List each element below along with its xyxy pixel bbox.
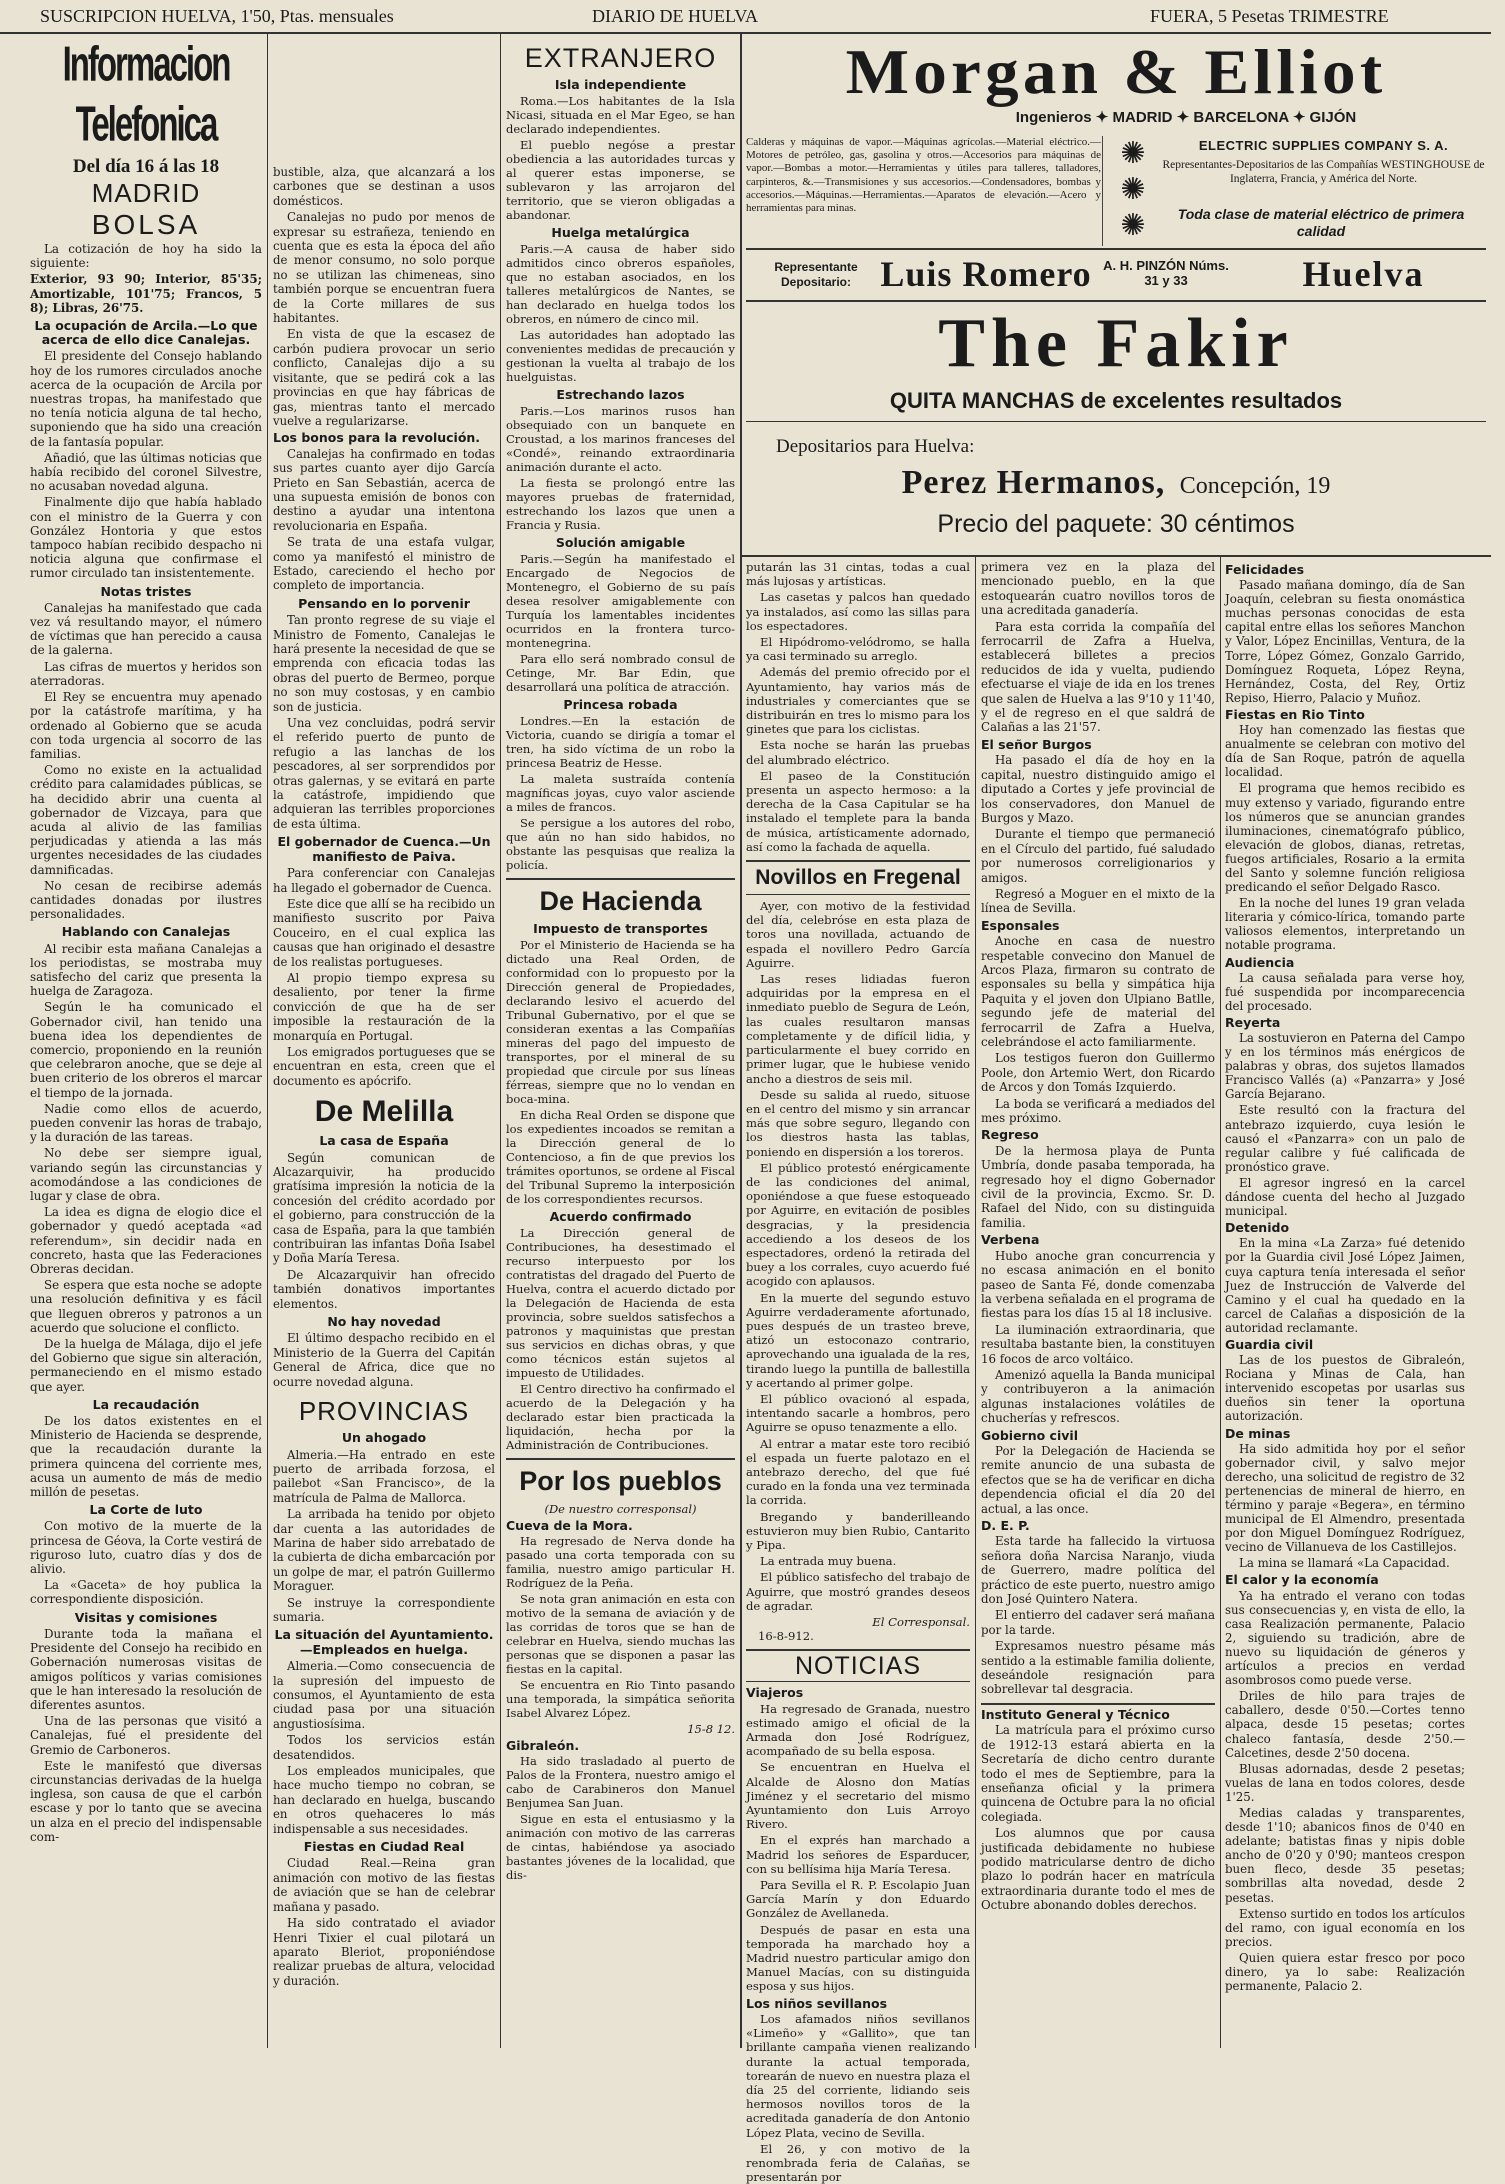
- paragraph: Ya ha entrado el verano con todas sus consecuencias y, en vista de ello, la casa Realización permanente, Palacio 2, siguiendo su tradición, abre de nuevo su liquidación de géneros y artículos a precios en verdad asombrosos como puede verse.: [1225, 1588, 1465, 1688]
- paragraph: Una de las personas que visitó a Canalejas, fué el presidente del Gremio de Carboneros.: [30, 1714, 262, 1757]
- paragraph: Por la Delegación de Hacienda se remite anuncio de una subasta de efectos que se ha de verificar en dicha dependencia oficial el día 20 del actual, a las once.: [981, 1443, 1215, 1516]
- paragraph: El programa que hemos recibido es muy extenso y variado, figurando entre los números que se anuncian grandes iluminaciones, cinematógrafo público, elevación de globos, dianas, retretas, fuegos artificiales, Rosario a la ermita del Santo y solemne función religiosa predicando el señor Delgado Rasco.: [1225, 781, 1465, 895]
- paragraph: La maleta sustraída contenía magníficas joyas, cuyo valor asciende a miles de francos.: [506, 772, 735, 814]
- paragraph: Medias caladas y transparentes, desde 1'10; abanicos finos de 0'40 en adelante; batistas finas y nipis doble ancho de 0'20 y 0'90; manteos crespon buen fleco, desde 35 pesetas; sombrillas alta novedad, desde 2 pesetas.: [1225, 1805, 1465, 1905]
- paragraph: La arribada ha tenido por objeto dar cuenta a las autoridades de Marina de haber sido arrebatado de la cubierta de dicha embarcación por un golpe de mar, el patrón Guillermo Moraguer.: [273, 1507, 495, 1594]
- electric-supplies-title: ELECTRIC SUPPLIES COMPANY S. A.: [1198, 138, 1449, 153]
- paragraph: El último despacho recibido en el Ministerio de la Guerra del Capitán General de Africa, dice que no ocurre novedad alguna.: [273, 1331, 495, 1389]
- subheading: Solución amigable: [555, 535, 686, 550]
- paragraph: La mina se llamará «La Capacidad.: [1239, 1556, 1450, 1571]
- subheading: Instituto General y Técnico: [981, 1703, 1215, 1722]
- paragraph: El Rey se encuentra muy apenado por la catástrofe marítima, y ha ordenado al Gobierno que se acuda con toda urgencia al socorro de las familias.: [30, 690, 262, 761]
- subheading: Un ahogado: [341, 1430, 427, 1446]
- paragraph: Los empleados municipales, que hace mucho tiempo no cobran, se han declarado en huelga, buscando en otros quehaceres lo más indispensable a sus necesidades.: [273, 1764, 495, 1836]
- subscription-outside: FUERA, 5 Pesetas TRIMESTRE: [1150, 6, 1389, 26]
- paragraph: Anoche en casa de nuestro respetable convecino don Manuel de Arcos Plaza, firmaron su contrato de esponsales su bella y simpática hija Paquita y el joven don Ulpiano Batlle, segundo jefe de material del ferrocarril de Zafra a Huelva, celebrándose el acto familiarmente.: [981, 934, 1215, 1049]
- section-title: De Hacienda: [506, 878, 735, 918]
- paragraph: De Alcazarquivir han ofrecido también donativos importantes elementos.: [273, 1267, 495, 1311]
- paragraph: Los alumnos que por causa justificada debidamente no hubiese podido matricularse dentro de dicho plazo lo podrán hacer en matrícula extraordinaria durante todo el mes de Octubre abonando dobles derechos.: [981, 1826, 1215, 1913]
- paragraph: En dicha Real Orden se dispone que los expedientes incoados se remitan a la Dirección general de lo Contencioso, a fin de que previos los trámites oportunos, se ordene al Fiscal del Tribunal Supremo la interposición de los correspondientes recursos.: [506, 1108, 735, 1206]
- subheading: La ocupación de Arcila.—Lo que acerca de ello dice Canalejas.: [34, 318, 258, 348]
- paragraph: El Centro directivo ha confirmado el acuerdo de la Delegación y ha declarado estar bien practicada la liquidación, hecha por la Administración de Contribuciones.: [506, 1382, 735, 1452]
- paragraph: Para conferenciar con Canalejas ha llegado el gobernador de Cuenca.: [273, 866, 495, 895]
- dealer-address: Concepción, 19: [1179, 473, 1331, 499]
- paragraph: Este dice que allí se ha recibido un manifiesto suscrito por Paiva Couceiro, en el cual explica las causas que han originado el desastre de los realistas portugueses.: [273, 896, 495, 969]
- paragraph: El entierro del cadaver será mañana por la tarde.: [981, 1608, 1215, 1637]
- paragraph: No cesan de recibirse además cantidades donadas por ilustres personalidades.: [30, 878, 262, 922]
- dateline: Del día 16 á las 18: [72, 156, 220, 177]
- paragraph: Ha sido admitida hoy por el señor gobernador civil, y salvo mejor derecho, una solicitud de registro de 32 pertenencias de mineral de hierro, en término y paraje «Begera», en término municipal de El Almendro, presentada por don Miguel Domínguez Rodríguez, vecino de Villanueva de los Castillejos.: [1225, 1441, 1465, 1555]
- paragraph: Hoy han comenzado las fiestas que anualmente se celebran con motivo del día de San Roque, patrón de aquella localidad.: [1225, 723, 1465, 780]
- bolsa-heading: BOLSA: [91, 209, 201, 240]
- morgan-elliot-logo: Morgan & Elliot: [845, 36, 1387, 107]
- paragraph: El público ovacionó al espada, intentando sacarle a hombros, pero Aguirre se opuso tenazmente a ello.: [746, 1391, 970, 1435]
- paragraph: primera vez en la plaza del mencionado pueblo, en la que estoquearán cuatro novillos toros de una acreditada ganadería.: [981, 560, 1215, 618]
- subheading: Los niños sevillanos: [746, 1995, 888, 2011]
- paragraph: Los testigos fueron don Guillermo Poole, don Artemio Wert, don Ricardo de Arcos y don Tomás Izquierdo.: [981, 1051, 1215, 1095]
- subheading: D. E. P.: [981, 1518, 1030, 1533]
- paragraph: Tan pronto regrese de su viaje el Ministro de Fomento, Canalejas le hará presente la necesidad de que se emprenda con eficacia todas las obras del puerto de Bermeo, porque no son muy costosas, y en cambio son de justicia.: [273, 613, 495, 714]
- paragraph: Al recibir esta mañana Canalejas a los periodistas, se mostraba muy satisfecho del cariz que presenta la huelga de Zaragoza.: [30, 941, 262, 999]
- paragraph: Se persigue a los autores del robo, que aún no han sido habidos, no obstante las pesquisas que realiza la policía.: [506, 816, 735, 872]
- column-5: [981, 560, 1215, 2045]
- paragraph: Londres.—En la estación de Victoria, cuando se dirigía a tomar el tren, ha sido víctima de un robo la princesa Beatriz de Hesse.: [506, 714, 735, 770]
- subheading: Impuesto de transportes: [533, 921, 708, 936]
- column-rule: [1220, 555, 1221, 2048]
- subheading: Los bonos para la revolución.: [273, 430, 481, 446]
- column-rule: [975, 555, 976, 2048]
- sunburst-icon: ✺: [1120, 137, 1146, 170]
- paragraph: Ha pasado el día de hoy en la capital, nuestro distinguido amigo el diputado a Cortes y jefe provincial de los conservadores, don Manuel de Burgos y Mazo.: [981, 753, 1215, 825]
- subheading: Isla independiente: [554, 77, 687, 92]
- paragraph: El paseo de la Constitución presenta un aspecto hermoso: a la derecha de la Casa Capitular se ha instalado el templete para la banda de música, artísticamente adornado, así como la fachada de aquella.: [746, 768, 970, 854]
- subheading: Reyerta: [1225, 1014, 1281, 1030]
- paragraph: Las reses lidiadas fueron adquiridas por la empresa en el inmediato pueblo de Segura de León, las cuales resultaron mansas completamente y de difícil lidia, y particularmente el buey corrido en primer lugar, que le hubiese venido ancho a diestros de seis mil.: [746, 972, 970, 1086]
- newspaper-name: DIARIO DE HUELVA: [592, 6, 758, 26]
- paragraph: Sigue en esta el entusiasmo y la animación con motivo de las carreras de cintas, habiéndose ya asociado bastantes jóvenes de la localidad, que dis-: [506, 1812, 735, 1882]
- paragraph: Almeria.—Como consecuencia de la supresión del impuesto de consumos, el Ayuntamiento de esta ciudad pasa por una situación angustiosísima.: [273, 1659, 495, 1731]
- paragraph: Se espera que esta noche se adopte una resolución definitiva y es fácil que lleguen obreros y patronos a un acuerdo que solucione el conflicto.: [30, 1278, 262, 1335]
- paragraph: Driles de hilo para trajes de caballero, desde 0'50.—Cortes tenno alpaca, desde 15 pesetas; cortes chaleco fantasía, desde 2'50.—Calcetines, desde 2'50 docena.: [1225, 1689, 1465, 1760]
- paragraph: Bregando y banderilleando estuvieron muy bien Rubio, Cantarito y Pipa.: [746, 1509, 970, 1552]
- paragraph: Expresamos nuestro pésame más sentido a la estimable familia doliente, deseándole resignación para sobrellevar tal desgracia.: [981, 1639, 1215, 1697]
- electric-icons: [1108, 136, 1158, 246]
- section-title: PROVINCIAS: [298, 1396, 470, 1427]
- paragraph: Por el Ministerio de Hacienda se ha dictado una Real Orden, de conformidad con lo propuesto por la Dirección general de Propiedades, declarando lesivo el acuerdo del Tribunal Gubernativo, por el que se consideran exentas a las Compañías mineras del pago del impuesto de transportes, por el mineral de su propiedad que circule por sus líneas férreas, siempre que no lo vendan en boca-mina.: [506, 938, 735, 1106]
- dealer-name: Perez Hermanos,: [901, 464, 1166, 501]
- paragraph: Regresó a Moguer en el mixto de la línea de Sevilla.: [981, 886, 1215, 916]
- paragraph: Durante toda la mañana el Presidente del Consejo ha recibido en Gobernación numerosas visitas de amigos políticos y varias comisiones que le han interesado la resolución de diferentes asuntos.: [30, 1626, 262, 1712]
- column-rule: [740, 34, 742, 2048]
- paragraph: Ha regresado de Nerva donde ha pasado una corta temporada con su familia, nuestro amigo particular H. Rodríguez de la Peña.: [506, 1534, 735, 1590]
- subheading: Esponsales: [981, 917, 1060, 933]
- paragraph: La fiesta se prolongó entre las mayores pruebas de fraternidad, estrechando los lazos que unen a Francia y Rusia.: [506, 476, 735, 532]
- subheading: No hay novedad: [327, 1314, 441, 1330]
- subheading: Verbena: [981, 1232, 1040, 1248]
- subheading: Guardia civil: [1225, 1336, 1314, 1352]
- paragraph: Canalejas no pudo por menos de expresar su estrañeza, teniendo en cuenta que es esta la época del año de menor consumo, no solo porque no se utilizan las chimeneas, sino también porque se encuentran fuera de la Corte millares de sus habitantes.: [273, 210, 495, 326]
- column-1: [30, 35, 262, 2045]
- masthead-bar: [0, 0, 1491, 34]
- paragraph: Ha regresado de Granada, nuestro estimado amigo el oficial de la Armada don José Rodríguez, acompañado de su bella esposa.: [746, 1701, 970, 1759]
- subheading: La casa de España: [319, 1133, 449, 1149]
- paragraph: El 26, y con motivo de la renombrada feria de Calañas, se presentarán por: [746, 2141, 970, 2184]
- paragraph: Ha sido trasladado al puerto de Palos de la Frontera, nuestro amigo el cabo de Carabineros don Manuel Benjumea San Juan.: [506, 1754, 735, 1810]
- the-fakir-dealer: [746, 462, 1486, 507]
- the-fakir-price: Precio del paquete: 30 céntimos: [937, 510, 1295, 538]
- paragraph: Después de pasar en esta una temporada ha marchado hoy a Madrid nuestro particular amigo don Manuel Macías, con su distinguida esposa y sus hijos.: [746, 1922, 970, 1994]
- paragraph: Pasado mañana domingo, día de San Joaquín, celebran su fiesta onomástica muchas personas conocidas de esta capital entre ellas los señores Manchon y Valor, López Encinillas, Ventura, de la Torre, López Gómez, Gonzalo Garrido, Domínguez Roqueta, López Reyna, Hernández, Costa, del Rey, Ortiz Repiso, Hierro, Palacio y Muñoz.: [1225, 578, 1465, 705]
- paragraph: La iluminación extraordinaria, que resultaba bastante bien, la constituyen 16 focos de arco voltáico.: [981, 1322, 1215, 1366]
- paragraph: Todos los servicios están desatendidos.: [273, 1733, 495, 1762]
- subheading: Detenido: [1225, 1220, 1290, 1236]
- subheading: Fiestas en Ciudad Real: [303, 1839, 465, 1855]
- electric-supplies-body: Representantes-Depositarios de las Compañías WESTINGHOUSE de Inglaterra, Francia, y América del Norte.: [1162, 159, 1485, 185]
- ad-rule: [746, 300, 1486, 302]
- column-rule: [500, 34, 501, 2048]
- paragraph: Las de los puestos de Gibraleón, Rociana y Minas de Cala, han intervenido escopetas por usarlas sus dueños sin tener la oportuna autorización.: [1225, 1353, 1465, 1424]
- subheading: La situación del Ayuntamiento.—Empleados en huelga.: [274, 1627, 494, 1657]
- paragraph: Extenso surtido en todos los artículos del ramo, con igual economía en los precios.: [1225, 1906, 1465, 1949]
- subheading: Estrechando lazos: [556, 387, 685, 402]
- subheading: Pensando en lo porvenir: [298, 595, 470, 611]
- paragraph: putarán las 31 cintas, todas a cual más lujosas y artísticas.: [746, 560, 970, 589]
- paragraph: Esta noche se harán las pruebas del alumbrado eléctrico.: [746, 738, 970, 767]
- paragraph: La «Gaceta» de hoy publica la correspondiente disposición.: [30, 1578, 262, 1607]
- subheading: El calor y la economía: [1225, 1572, 1379, 1588]
- date-line: 15-8 12.: [687, 1722, 735, 1736]
- the-fakir-depositaries: Depositarios para Huelva:: [776, 436, 975, 457]
- morgan-elliot-cities: Ingenieros ✦ MADRID ✦ BARCELONA ✦ GIJÓN: [1015, 109, 1357, 126]
- subheading: Felicidades: [1225, 562, 1305, 577]
- subheading: Regreso: [981, 1127, 1039, 1143]
- subheading: Fiestas en Rio Tinto: [1225, 706, 1365, 722]
- the-fakir-logo: The Fakir: [938, 305, 1294, 382]
- paragraph: Amenizó aquella la Banda municipal y contribuyeron a la animación algunas instalaciones volátiles de chucherías y refrescos.: [981, 1367, 1215, 1426]
- paragraph: Las casetas y palcos han quedado ya instalados, así como las sillas para los espectadores.: [746, 590, 970, 633]
- paragraph: Añadió, que las últimas noticias que había recibido del coronel Silvestre, no acusaban novedad alguna.: [30, 450, 262, 494]
- paragraph: La sostuvieron en Paterna del Campo y en los términos más enérgicos de palabras y obras, dos sujetos llamados Francisco Vallés (a) «Panzarra» y José García Bejarano.: [1225, 1031, 1465, 1102]
- signature: El Corresponsal.: [872, 1615, 970, 1630]
- paragraph: Almeria.—Ha entrado en este puerto de arribada forzosa, el pailebot «San Francisco», de la matrícula de Palma de Mallorca.: [273, 1447, 495, 1505]
- paragraph: La entrada muy buena.: [760, 1554, 897, 1569]
- subheading: Audiencia: [1225, 954, 1295, 970]
- subheading: De minas: [1225, 1425, 1291, 1441]
- paragraph: Canalejas ha confirmado en todas sus partes cuanto ayer dijo García Prieto en San Sebastián, acerca de una supuesta emisión de bonos con destino a ayudar una intentona revolucionaria en España.: [273, 446, 495, 533]
- paragraph: La cotización de hoy ha sido la siguiente:: [30, 242, 262, 271]
- paragraph: Este le manifestó que diversas circunstancias derivadas de la huelga inglesa, son causa de que el carbón escase y por lo tanto que se avecina un alza en el precio del indispensable com-: [30, 1758, 262, 1844]
- date-line: 16-8-912.: [758, 1629, 814, 1644]
- representative-name: Luis Romero: [880, 254, 1092, 294]
- subheading: Princesa robada: [563, 697, 678, 712]
- column-2: [273, 165, 495, 2045]
- paragraph: Como no existe en la actualidad crédito para calamidades públicas, se ha decidido abrir una cuenta al gobernador de Vizcaya, para que acuda al alivio de las familias perjudicadas y atienda a las más urgentes necesidades de las ciudades damnificadas.: [30, 763, 262, 877]
- electric-supplies-tagline: Toda clase de material eléctrico de primera calidad: [1177, 206, 1465, 239]
- section-title: De Melilla: [314, 1095, 454, 1129]
- paragraph: Roma.—Los habitantes de la Isla Nicasi, situada en el Mar Egeo, se han declarado independientes.: [506, 94, 735, 136]
- paragraph: Ayer, con motivo de la festividad del día, celebróse en esta plaza de toros una novillada, actuando de espada el novillero Pedro García Aguirre.: [746, 899, 970, 970]
- paragraph: Nadie como ellos de acuerdo, pueden convenir las horas de trabajo, y la duración de las tareas.: [30, 1101, 262, 1145]
- paragraph: Las autoridades han adoptado las convenientes medidas de precaución y gestionan la vuelta al trabajo de los huelguistas.: [506, 328, 735, 384]
- paragraph: Al propio tiempo expresa su desaliento, por tener la firme convicción de que ha de ser imposible la restauración de la monarquía en Portugal.: [273, 970, 495, 1043]
- paragraph: Para esta corrida la compañía del ferrocarril de Zafra a Huelva, establecerá billetes a precios reducidos de ida y vuelta, pudiendo efectuarse el viaje de ida en los trenes que salen de Huelva a las 9'10 y 11'40, y el de regreso en el que saldrá de Calañas a las 21'57.: [981, 619, 1215, 735]
- subheading: Gibraleón.: [506, 1738, 580, 1753]
- paragraph: En la muerte del segundo estuvo Aguirre verdaderamente afortunado, pues después de un trasteo breve, atizó un estoconazo contrario, aprovechando una igualada de la res, tirando luego la puntilla de ballestilla y acertando al primer golpe.: [746, 1290, 970, 1390]
- paragraph: bustible, alza, que alcanzará a los carbones que se destinan a usos domésticos.: [273, 165, 495, 208]
- column-6: [1225, 560, 1465, 2045]
- section-title: NOTICIAS: [746, 1649, 970, 1682]
- paragraph: De la hermosa playa de Punta Umbría, donde pasaba temporada, ha regresado hoy el digno Gobernador civil de la provincia, Excmo. Sr. D. Rafael del Nido, con su distinguida familia.: [981, 1143, 1215, 1230]
- paragraph: Quien quiera estar fresco por poco dinero, ya lo sabe: Realización permanente, Palacio 2.: [1225, 1950, 1465, 1994]
- ad-divider: [1102, 136, 1103, 246]
- sunburst-icon: ✺: [1120, 173, 1146, 206]
- column-rule: [267, 34, 268, 2048]
- paragraph: El público protestó enérgicamente de las condiciones del animal, oponiéndose a que fuese estoqueado por Aguirre, en evitación de posibles desgracias, y la presidencia accediendo a los deseos de los espectadores, ordenó la retirada del buey a los corrales, cuyo acuerdo fué acogido con aplausos.: [746, 1160, 970, 1289]
- byline: (De nuestro corresponsal): [544, 1502, 697, 1516]
- ad-rule: [746, 421, 1486, 422]
- paragraph: Paris.—Los marinos rusos han obsequiado con un banquete en Croustad, a los marinos franceses del «Condé», reinando extraordinaria animación durante el acto.: [506, 404, 735, 474]
- paragraph: Paris.—A causa de haber sido admitidos cinco obreros españoles, que no estaban asociados, en los talleres metalúrgicos de Nantes, se han declarado en huelga todos los obreros, en número de cinco mil.: [506, 242, 735, 326]
- subheading: El gobernador de Cuenca.—Un manifiesto de Paiva.: [277, 834, 491, 864]
- sunburst-icon: ✺: [1120, 209, 1146, 242]
- subheading: Notas tristes: [100, 583, 192, 599]
- paragraph: Para Sevilla el R. P. Escolapio Juan García Marín y don Eduardo González de Avellaneda.: [746, 1878, 970, 1921]
- subheading: Gobierno civil: [981, 1427, 1078, 1443]
- paragraph: Según comunican de Alcazarquivir, ha producido gratísima impresión la noticia de la concesión del crédito acordado por el gobierno, para construcción de la casa de España, para la que también contribuiran las infantas Doña Isabel y Doña María Teresa.: [273, 1150, 495, 1266]
- subheading: Huelga metalúrgica: [551, 225, 690, 240]
- paragraph: Canalejas ha manifestado que cada vez vá resultando mayor, el número de víctimas que han perecido a causa de la galerna.: [30, 600, 262, 658]
- paragraph: La Dirección general de Contribuciones, ha desestimado el recurso interpuesto por los contratistas del dragado del Puerto de Huelva, contra el acuerdo dictado por la Delegación de Hacienda de esta provincia, sobre sueldos satisfechos a patronos y maquinistas que prestan sus servicios en dichas obras, y que como técnicos están sujetos al impuesto de Utilidades.: [506, 1226, 735, 1380]
- subheading: Acuerdo confirmado: [549, 1209, 692, 1224]
- column-3: [506, 40, 735, 2045]
- paragraph: Desde su salida al ruedo, situose en el centro del mismo y sin arrancar más que sobre seguro, llegando con los diestros hasta las tablas, poniendo en dispersión a los toreros.: [746, 1087, 970, 1159]
- subheading: Cueva de la Mora.: [506, 1518, 633, 1533]
- the-fakir-tagline: QUITA MANCHAS de excelentes resultados: [889, 388, 1343, 413]
- paragraph: En la noche del lunes 19 gran velada literaria y cómico-lírica, tomando parte valiosos elementos, interpretando un notable programa.: [1225, 896, 1465, 953]
- paragraph: Al entrar a matar este toro recibió el espada un fuerte palotazo en el antebrazo derecho, del que fué curado en la fonda una vez terminada la corrida.: [746, 1436, 970, 1508]
- paragraph: En la mina «La Zarza» fué detenido por la Guardia civil José López Jaimen, cuya captura tenía interesada el señor Juez de Instrucción de Valverde del Camino y el cual ha quedado en la carcel de Calañas a disposición de la autoridad reclamante.: [1225, 1236, 1465, 1335]
- paragraph: La boda se verificará a mediados del mes próximo.: [981, 1096, 1215, 1126]
- paragraph: No debe ser siempre igual, variando según las circunstancias y acomodándose a las condiciones de lugar y clase de obra.: [30, 1146, 262, 1203]
- paragraph: De los datos existentes en el Ministerio de Hacienda se desprende, que la recaudación durante la primera quincena del corriente mes, acusa un aumento de más de medio millón de pesetas.: [30, 1414, 262, 1500]
- paragraph: Una vez concluidas, podrá servir el referido puerto de punto de refugio a las lanchas de los pescadores, al ser sorprendidos por otras galernas, y se evitará en parte la catástrofe, impidiendo que adquieran las terribles proporciones de esta última.: [273, 716, 495, 831]
- paragraph: Los emigrados portugueses que se encuentran en esta, creen que el documento es apócrifo.: [273, 1044, 495, 1088]
- representative-label: Representante Depositario:: [774, 260, 858, 289]
- paragraph: La matrícula para el próximo curso de 1912-13 estará abierta en la Secretaría de dicho centro durante todo el mes de Septiembre, para la enseñanza oficial y la primera quincena de Octubre para la no oficial colegiada.: [981, 1723, 1215, 1824]
- paragraph: Se instruye la correspondiente sumaria.: [273, 1595, 495, 1624]
- representative-city: Huelva: [1302, 254, 1425, 294]
- paragraph: El Hipódromo-velódromo, se halla ya casi terminado su arreglo.: [746, 635, 970, 664]
- paragraph: Se trata de una estafa vulgar, como ya manifestó el ministro de Estado, careciendo el hecho por completo de importancia.: [273, 535, 495, 593]
- section-title: Novillos en Fregenal: [746, 860, 970, 895]
- paragraph: El presidente del Consejo hablando hoy de los rumores circulados anoche acerca de la ocupación de Arcila por nuestras tropas, ha manifestado que no tenía noticia alguna de tal hecho, suponiendo que ha sido una creación de la fantasía popular.: [30, 349, 262, 449]
- paragraph: Según le ha comunicado el Gobernador civil, han tenido una buena idea los dependientes de comercio, proponiendo en la reunión que celebraron anoche, que se deje al buen criterio de los obreros el marcar el tiempo de la jornada.: [30, 1000, 262, 1100]
- paragraph: Esta tarde ha fallecido la virtuosa señora doña Narcisa Naranjo, viuda de Guerrero, madre política del práctico de este puerto, nuestro amigo don José Quintero Natera.: [981, 1534, 1215, 1607]
- dateline-city: MADRID: [91, 178, 201, 208]
- paragraph: La idea es digna de elogio dice el gobernador y quedó aceptada «ad referendum», sin decidir nada en concreto, hasta que las Federaciones Obreras decidan.: [30, 1205, 262, 1277]
- paragraph: Finalmente dijo que había hablado con el ministro de la Guerra y con González Hontoria y que estos tampoco habían recibido despacho ni noticia alguna que confirmase el rumor circulado tan insistentemente.: [30, 495, 262, 581]
- paragraph: El agresor ingresó en la carcel dándose cuenta del hecho al Juzgado municipal.: [1225, 1175, 1465, 1219]
- morgan-elliot-products: Calderas y máquinas de vapor.—Máquinas agrícolas.—Material eléctrico.—Motores de petróleo, gas, gasolina y otros.—Accesorios para máquinas de vapor.—Bombas a motor.—Herramientas y útiles para talleres, talladores, carpinteros, &.—Transmisiones y sus accesorios.—Condensadores, bombas y accesorios.—Máquinas.—Herramientas.—Aparatos de elevación.—Acero y herramientas para minas.: [746, 136, 1101, 215]
- paragraph: Exterior, 93 90; Interior, 85'35; Amortizable, 101'75; Francos, 5 8); Libras, 26'75.: [30, 272, 262, 315]
- paragraph: Se nota gran animación en esta con motivo de la semana de aviación y de las corridas de toros que se han de celebrar en Huelva, siendo muchas las personas que se disponen a pasar las fiestas en la capital.: [506, 1592, 735, 1676]
- subheading: El señor Burgos: [981, 736, 1092, 752]
- paragraph: Los afamados niños sevillanos «Limeño» y «Gallito», que tan brillante campaña vienen realizando durante la actual temporada, torearán de nuevo en nuestra plaza el día 25 del corriente, lidiando seis hermosos novillos toros de la acreditada ganadería de don Antonio López Plata, vecino de Sevilla.: [746, 2011, 970, 2140]
- paragraph: En vista de que la escasez de carbón pudiera provocar un serio conflicto, Canalejas dijo a su visitante, que se pedirá cok a las provincias en que hay fábricas de gas, mientras tanto el mercado vuelve a regularizarse.: [273, 327, 495, 428]
- paragraph: Las cifras de muertos y heridos son aterradoras.: [30, 659, 262, 688]
- paragraph: En el exprés han marchado a Madrid los señores de Esparducer, con su bellísima hija María Teresa.: [746, 1833, 970, 1876]
- paragraph: Durante el tiempo que permaneció en el Círculo del partido, fué saludado por numerosos correligionarios y amigos.: [981, 827, 1215, 885]
- subheading: La recaudación: [92, 1396, 200, 1412]
- paragraph: Para ello será nombrado consul de Cetinge, Mr. Bar Edin, que desarrollará una política de atracción.: [506, 652, 735, 694]
- subscription-local: SUSCRIPCION HUELVA, 1'50, Ptas. mensuales: [40, 6, 394, 26]
- subheading: Visitas y comisiones: [74, 1609, 218, 1625]
- column-4: [746, 560, 970, 2184]
- section-title: Por los pueblos: [506, 1458, 735, 1498]
- paragraph: Se encuentran en Huelva el Alcalde de Alosno don Matías Jiménez y el secretario del mismo Ayuntamiento don Luis Arroyo Rivero.: [746, 1760, 970, 1832]
- paragraph: El pueblo negóse a prestar obediencia a las autoridades turcas y al querer estas imponerse, se sublevaron y las arrojaron del territorio, que se vieron obligadas a abandonar.: [506, 138, 735, 222]
- paragraph: Con motivo de la muerte de la princesa de Géova, la Corte vestirá de riguroso luto, cuatro días y dos de alivio.: [30, 1519, 262, 1577]
- paragraph: Ciudad Real.—Reina gran animación con motivo de las fiestas de aviación que se han de celebrar mañana y pasado.: [273, 1856, 495, 1914]
- paragraph: De la huelga de Málaga, dijo el jefe del Gobierno que sigue sin alteración, permaneciendo en el mismo estado que ayer.: [30, 1337, 262, 1394]
- paragraph: Blusas adornadas, desde 2 pesetas; vuelas de lana en todos colores, desde 1'25.: [1225, 1761, 1465, 1804]
- section-title: Informacion Telefonica: [62, 35, 230, 151]
- representative-address: A. H. PINZÓN Núms. 31 y 33: [1103, 258, 1229, 288]
- subheading: Viajeros: [746, 1685, 804, 1701]
- paragraph: Hubo anoche gran concurrencia y no escasa animación en el bonito paseo de Santa Fé, donde comenzaba la verbena señalada en el programa de fiestas para los días 15 al 18 inclusive.: [981, 1248, 1215, 1321]
- ads-bottom-rule: [742, 555, 1491, 557]
- paragraph: El público satisfecho del trabajo de Aguirre, que mostró grandes deseos de agradar.: [746, 1570, 970, 1613]
- subheading: Hablando con Canalejas: [61, 924, 231, 940]
- subheading: La Corte de luto: [89, 1502, 203, 1518]
- paragraph: Se encuentra en Rio Tinto pasando una temporada, la simpática señorita Isabel Alvarez López.: [506, 1678, 735, 1720]
- paragraph: Paris.—Según ha manifestado el Encargado de Negocios de Montenegro, el Gobierno de su país desea resolver amigablemente con Turquía los lamentables incidentes ocurridos en la frontera turco-montenegrina.: [506, 552, 735, 650]
- advertisements: [746, 36, 1486, 551]
- section-title: EXTRANJERO: [524, 43, 717, 73]
- paragraph: Este resultó con la fractura del antebrazo izquierdo, cuya lesión le causó el «Panzarra» con un palo de regular calibre y fué calificada de pronóstico grave.: [1225, 1103, 1465, 1174]
- paragraph: La causa señalada para verse hoy, fué suspendida por incomparecencia del procesado.: [1225, 970, 1465, 1013]
- paragraph: Además del premio ofrecido por el Ayuntamiento, hay varios más de industriales y comerciantes que se distribuirán en tres lo mismo para los ginetes que para los ciclistas.: [746, 665, 970, 737]
- paragraph: Ha sido contratado el aviador Henri Tixier el cual pilotará un aparato Bleriot, proponiéndose realizar pruebas de altura, velocidad y duración.: [273, 1916, 495, 1988]
